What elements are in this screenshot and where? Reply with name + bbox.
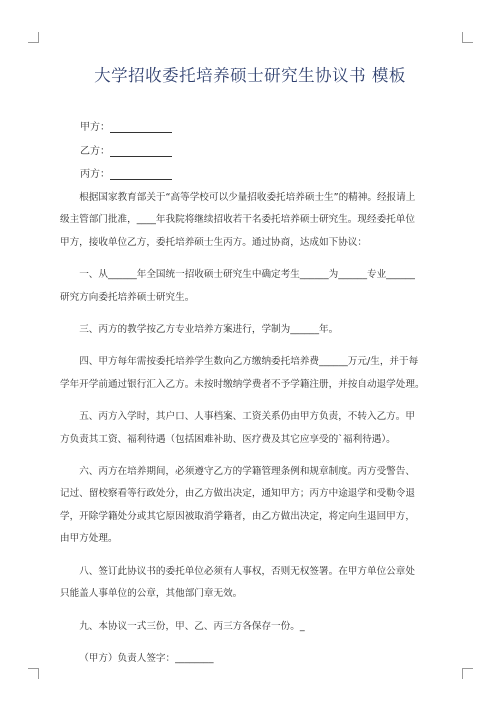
paragraph-line: 方负责其工资、福利待遇（包括困难补助、医疗费及其它应享受的`福利待遇）。 [60,433,396,445]
crop-mark-top-left [28,32,39,43]
party-a-label: 甲方： [80,122,110,133]
crop-mark-top-right [462,32,473,43]
paragraph-line: 九、本协议一式三份，甲、乙、丙三方各保存一份。_ [79,620,305,632]
party-c-line [80,165,172,180]
paragraph-line: 学年开学前通过银行汇入乙方。未按时缴纳学费者不予学籍注册，并按自动退学处理。 [60,378,425,390]
paragraph-line: 一、从______年全国统一招收硕士研究生中确定考生______为______专业______ [79,269,415,281]
party-c-blank[interactable] [110,168,172,180]
paragraph-line: 记过、留校察看等行政处分，由乙方做出决定，通知甲方；丙方中途退学和受勒令退 [60,488,415,500]
paragraph-line: 由甲方处理。 [60,533,118,545]
crop-mark-bottom-left [28,668,39,679]
paragraph-line: （甲方）负责人签字：________ [79,652,214,664]
crop-mark-bottom-right [462,668,473,679]
paragraph-line: 三、丙方的教学按乙方专业培养方案进行，学制为______年。 [79,324,339,336]
paragraph-line: 甲方，接收单位乙方，委托培养硕士生丙方。通过协商，达成如下协议： [60,236,367,248]
party-b-blank[interactable] [110,145,172,157]
paragraph-line: 四、甲方每年需按委托培养学生数向乙方缴纳委托培养费______万元/生，并于每 [79,356,419,368]
document-title: 大学招收委托培养硕士研究生协议书 模板 [94,66,406,85]
paragraph-line: 五、丙方入学时，其户口、人事档案、工资关系仍由甲方负责，不转入乙方。甲 [79,411,415,423]
party-b-label: 乙方： [80,146,110,157]
paragraph-line: 只能盖人事单位的公章，其他部门章无效。 [60,588,243,600]
paragraph-line: 根据国家教育部关于“高等学校可以少量招收委托培养硕士生”的精神。经报请上 [79,192,416,203]
party-c-label: 丙方： [80,169,110,180]
party-b-line [80,142,172,157]
paragraph-line: 级主管部门批准，____年我院将继续招收若干名委托培养硕士研究生。现经委托单位 [60,214,415,226]
party-a-blank[interactable] [110,121,172,133]
agreement-body [60,187,448,670]
paragraph-line: 研究方向委托培养硕士研究生。 [60,291,195,303]
paragraph-line: 八、签订此协议书的委托单位必须有人事权，否则无权签署。在甲方单位公章处 [79,565,415,577]
paragraph-line: 学，开除学籍处分或其它原因被取消学籍者，由乙方做出决定，将定向生退回甲方， [60,510,415,522]
party-a-line [80,118,172,133]
paragraph-line: 六、丙方在培养期间，必须遵守乙方的学籍管理条例和规章制度。丙方受警告、 [79,466,415,478]
